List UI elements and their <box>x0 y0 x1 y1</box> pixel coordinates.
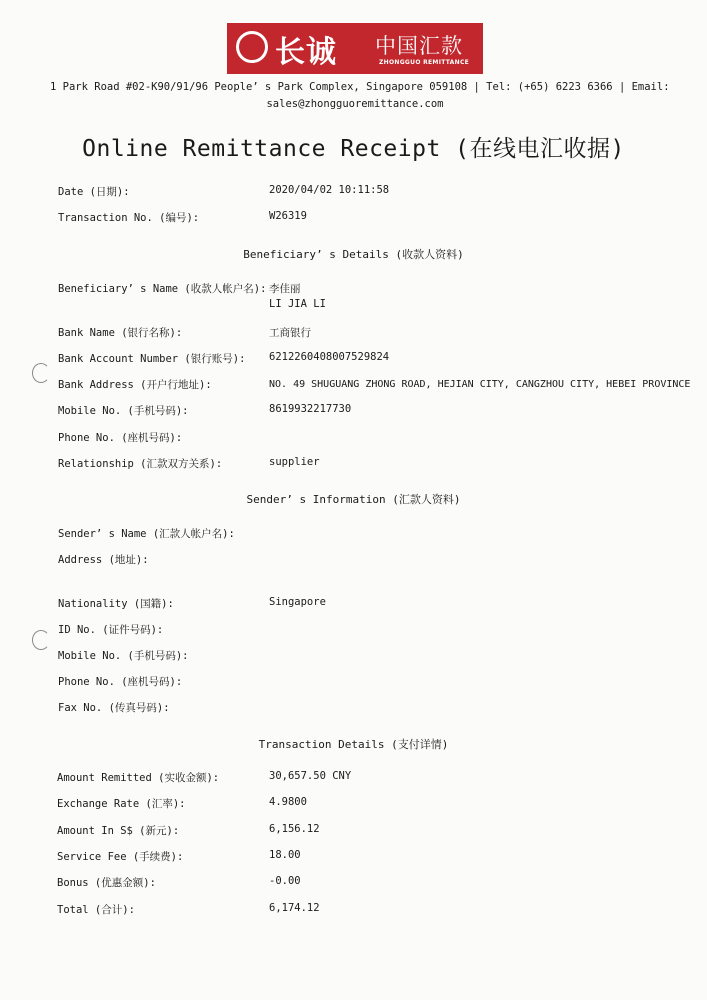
relationship-value: supplier <box>269 456 320 468</box>
sender-id-label: ID No. (证件号码): <box>58 624 164 636</box>
logo-brand-en: ZHONGGUO REMITTANCE <box>379 59 470 66</box>
beneficiary-name-label: Beneficiary’ s Name (收款人帐户名): <box>58 283 267 295</box>
bank-name-value: 工商银行 <box>269 327 311 339</box>
transaction-section-title: Transaction Details (支付详情) <box>258 738 449 751</box>
transaction-no-label: Transaction No. (编号): <box>58 212 200 224</box>
nationality-value: Singapore <box>269 596 326 608</box>
company-address: 1 Park Road #02-K90/91/96 People’ s Park Complex, Singapore 059108 | Tel: (+65) 6223 6366 | Email: <box>50 81 670 93</box>
beneficiary-section-title: Beneficiary’ s Details (收款人资料) <box>243 248 464 261</box>
exchange-rate-label: Exchange Rate (汇率): <box>57 798 186 810</box>
sender-mobile-label: Mobile No. (手机号码): <box>58 650 189 662</box>
amount-remitted-label: Amount Remitted (实收金额): <box>57 772 220 784</box>
total-label: Total (合计): <box>57 904 135 916</box>
sender-fax-label: Fax No. (传真号码): <box>58 702 170 714</box>
bonus-value: -0.00 <box>269 875 301 887</box>
bank-name-label: Bank Name (银行名称): <box>58 327 183 339</box>
transaction-no-value: W26319 <box>269 210 307 222</box>
beneficiary-mobile-value: 8619932217730 <box>269 403 352 415</box>
punch-hole-mark <box>32 363 50 383</box>
bank-account-value: 6212260408007529824 <box>269 351 390 363</box>
logo-brand-cn-sub: 中国汇款 <box>375 34 463 58</box>
date-value: 2020/04/02 10:11:58 <box>269 184 390 196</box>
punch-hole-mark <box>32 630 50 650</box>
beneficiary-name-cn: 李佳丽 <box>269 283 301 295</box>
bank-address-label: Bank Address (开户行地址): <box>58 379 212 391</box>
service-fee-value: 18.00 <box>269 849 301 861</box>
beneficiary-mobile-label: Mobile No. (手机号码): <box>58 405 189 417</box>
nationality-label: Nationality (国籍): <box>58 598 174 610</box>
bonus-label: Bonus (优惠金额): <box>57 877 156 889</box>
sender-phone-label: Phone No. (座机号码): <box>58 676 183 688</box>
beneficiary-phone-label: Phone No. (座机号码): <box>58 432 183 444</box>
amount-sgd-label: Amount In S$ (新元): <box>57 825 180 837</box>
bank-address-value: NO. 49 SHUGUANG ZHONG ROAD, HEJIAN CITY, CANGZHOU CITY, HEBEI PROVINCE <box>269 379 691 390</box>
amount-remitted-value: 30,657.50 CNY <box>269 770 352 782</box>
service-fee-label: Service Fee (手续费): <box>57 851 184 863</box>
bank-account-label: Bank Account Number (银行账号): <box>58 353 246 365</box>
amount-sgd-value: 6,156.12 <box>269 823 320 835</box>
date-label: Date (日期): <box>58 186 130 198</box>
exchange-rate-value: 4.9800 <box>269 796 307 808</box>
logo-brand-cn: 长诚 <box>275 35 337 70</box>
sender-section-title: Sender’ s Information (汇款人资料) <box>246 493 461 506</box>
sender-address-label: Address (地址): <box>58 554 149 566</box>
page-title: Online Remittance Receipt (在线电汇收据) <box>82 136 625 162</box>
total-value: 6,174.12 <box>269 902 320 914</box>
beneficiary-name-en: LI JIA LI <box>269 298 326 310</box>
sender-name-label: Sender’ s Name (汇款人帐户名): <box>58 528 235 540</box>
relationship-label: Relationship (汇款双方关系): <box>58 458 223 470</box>
company-email: sales@zhongguoremittance.com <box>266 98 444 110</box>
company-logo <box>227 23 483 74</box>
key-emblem-icon <box>236 31 268 63</box>
